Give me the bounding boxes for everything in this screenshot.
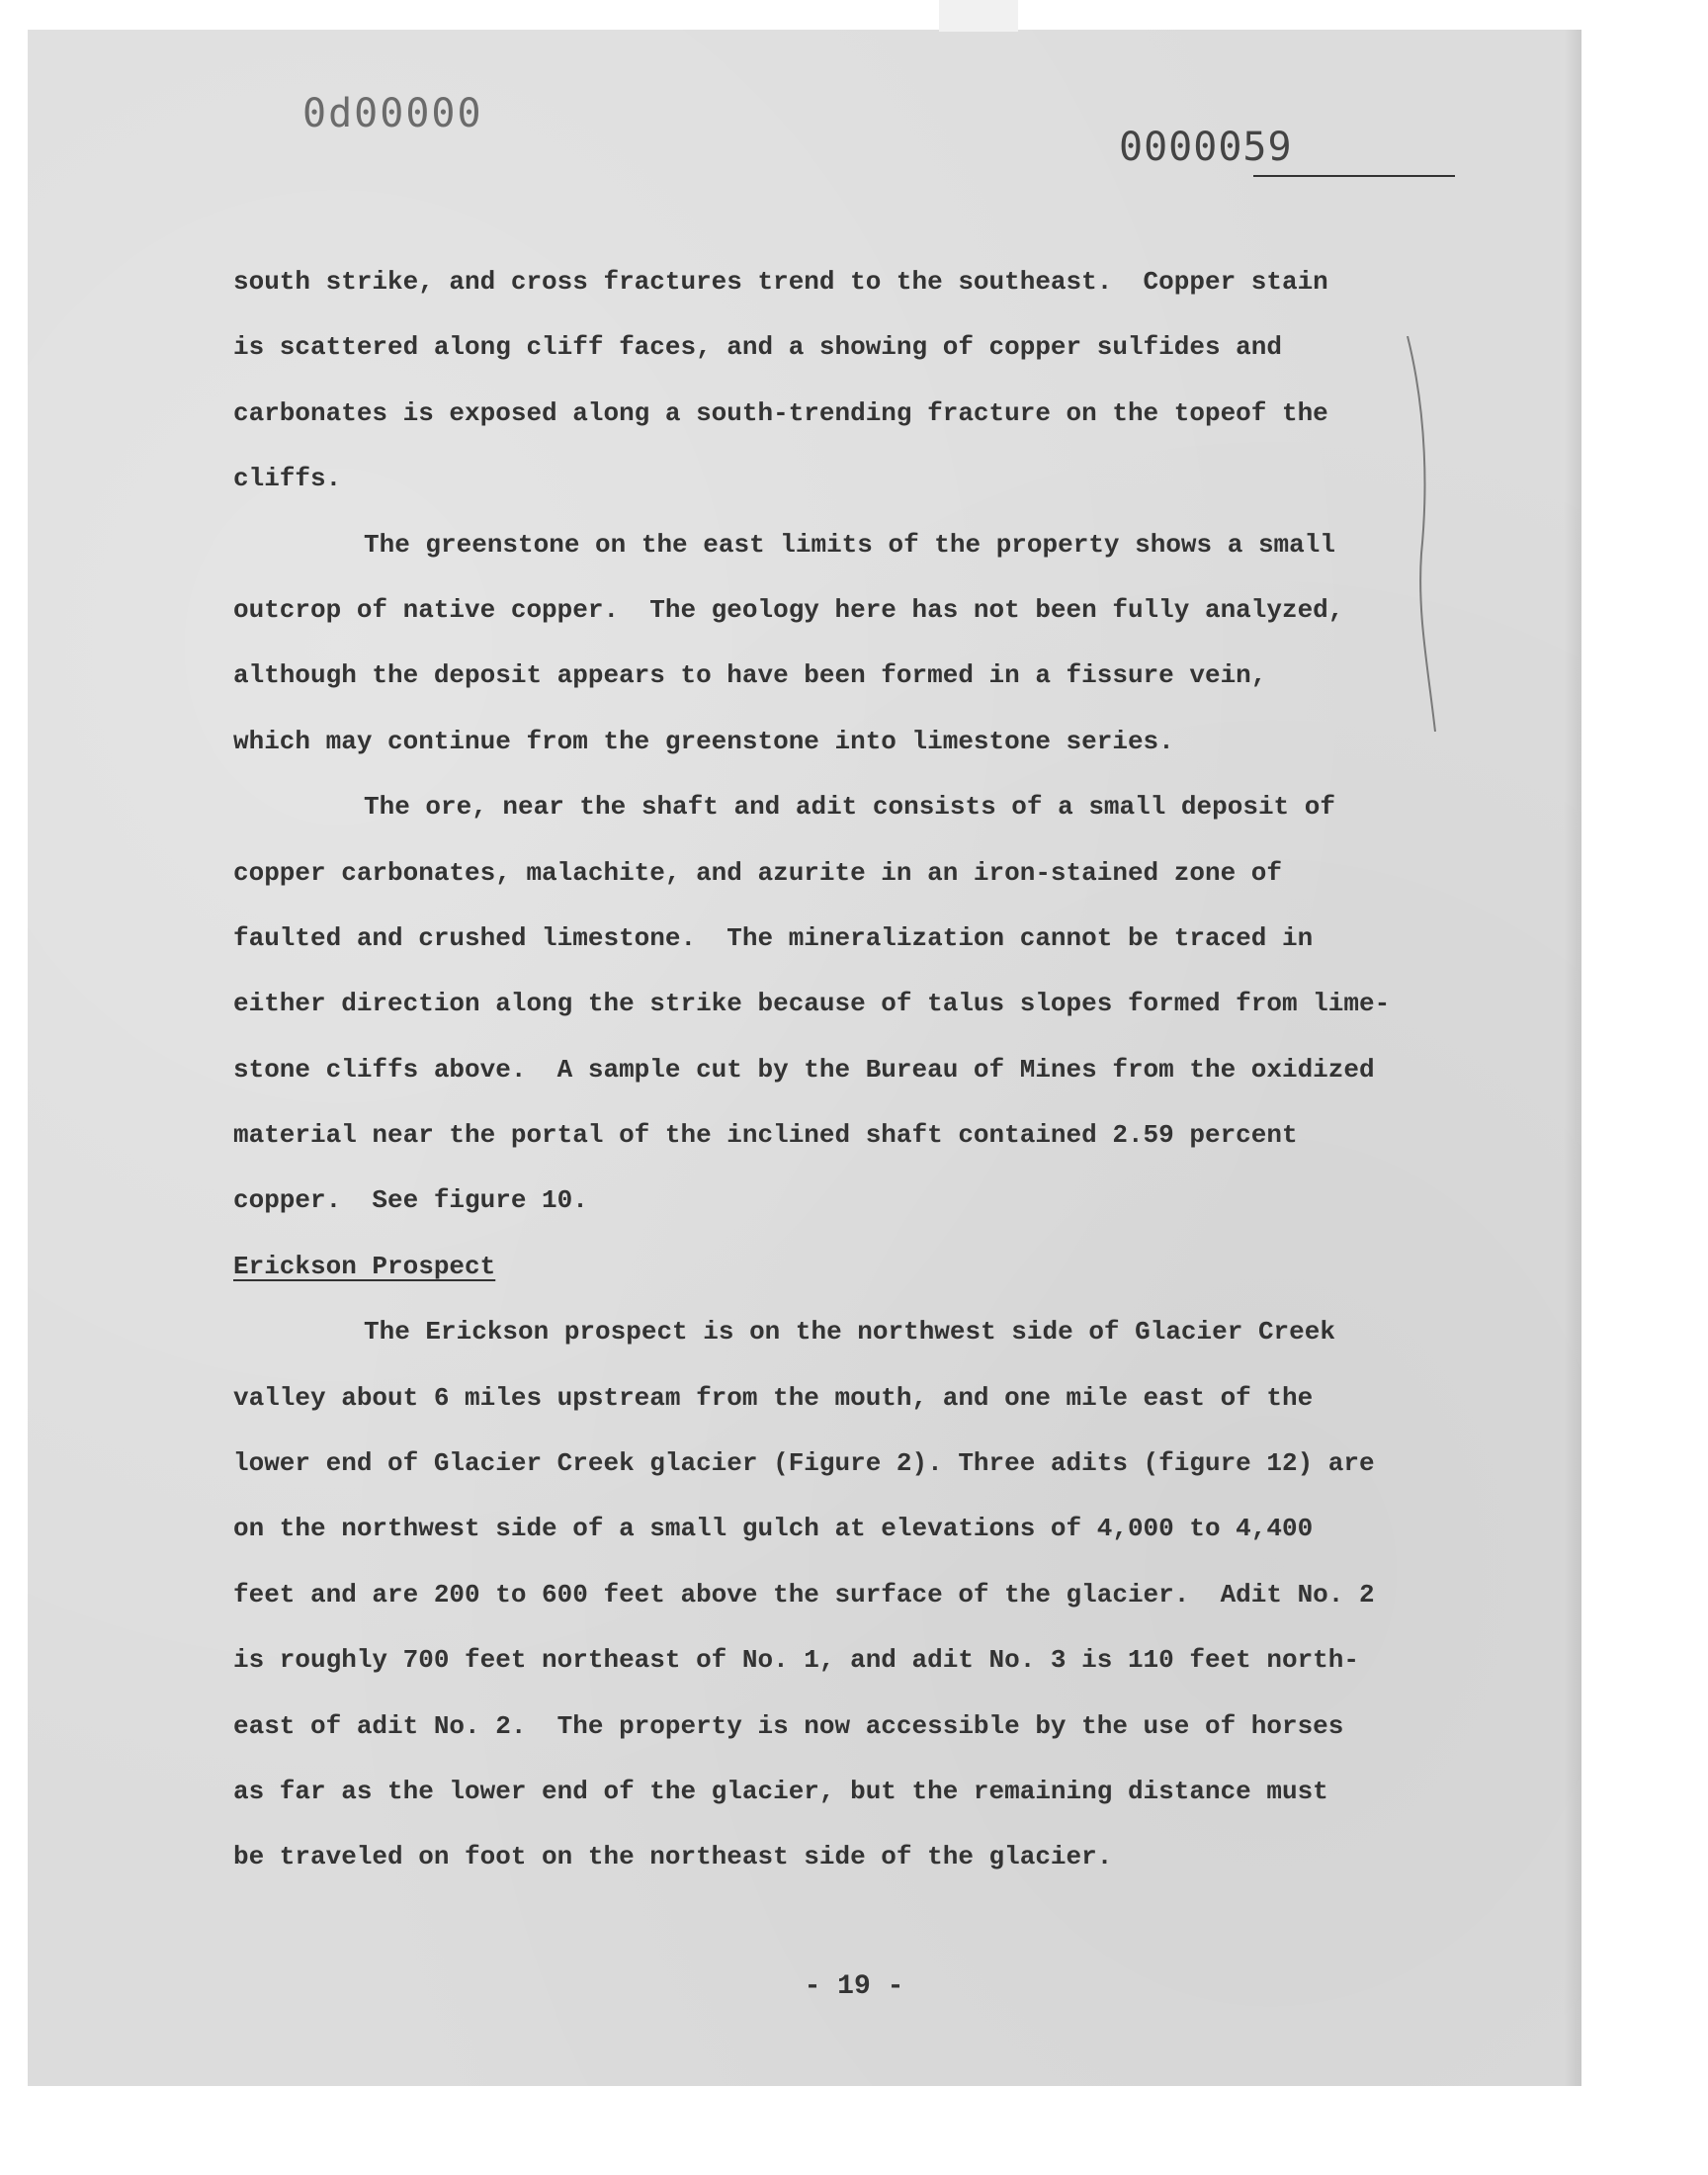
text-line: faulted and crushed limestone. The mineralization cannot be traced in (233, 922, 1314, 953)
text-line: The greenstone on the east limits of the property shows a small (364, 529, 1335, 560)
text-line: cliffs. (233, 464, 342, 494)
document-id-right: 0000059 (1119, 125, 1293, 170)
text-line: although the deposit appears to have been formed in a fissure vein, (233, 660, 1267, 691)
text-line: is roughly 700 feet northeast of No. 1, and adit No. 3 is 110 feet north- (233, 1645, 1359, 1676)
text-line: copper carbonates, malachite, and azurite in an iron-stained zone of (233, 857, 1282, 888)
section-heading: Erickson Prospect (233, 1251, 496, 1281)
document-id-left: 0d00000 (302, 91, 483, 136)
paragraph-2 (233, 512, 1489, 775)
text-line: be traveled on foot on the northeast side of the glacier. (233, 1842, 1113, 1872)
paragraph-3 (233, 774, 1489, 1234)
document-id-underline (1253, 175, 1455, 177)
page-number: - 19 - (804, 1971, 904, 2002)
text-line: south strike, and cross fractures trend to the southeast. Copper stain (233, 267, 1328, 297)
text-line: as far as the lower end of the glacier, but the remaining distance must (233, 1776, 1328, 1806)
text-line: on the northwest side of a small gulch at elevations of 4,000 to 4,400 (233, 1514, 1314, 1544)
document-body (233, 249, 1489, 1890)
paragraph-1 (233, 249, 1489, 512)
text-line: lower end of Glacier Creek glacier (Figure 2). Three adits (figure 12) are (233, 1448, 1375, 1479)
text-line: material near the portal of the inclined shaft contained 2.59 percent (233, 1120, 1298, 1151)
text-line: east of adit No. 2. The property is now accessible by the use of horses (233, 1710, 1344, 1741)
text-line: The Erickson prospect is on the northwest side of Glacier Creek (364, 1317, 1335, 1348)
text-line: The ore, near the shaft and adit consists of a small deposit of (364, 792, 1335, 823)
paper-tab (939, 0, 1018, 32)
text-line: carbonates is exposed along a south-trending fracture on the topeof the (233, 397, 1328, 428)
text-line: stone cliffs above. A sample cut by the Bureau of Mines from the oxidized (233, 1054, 1375, 1085)
text-line: valley about 6 miles upstream from the mouth, and one mile east of the (233, 1382, 1314, 1413)
text-line: copper. See figure 10. (233, 1185, 588, 1216)
text-line: which may continue from the greenstone into limestone series. (233, 726, 1174, 756)
margin-scan-artifact (1404, 336, 1443, 732)
text-line: is scattered along cliff faces, and a showing of copper sulfides and (233, 332, 1282, 363)
text-line: either direction along the strike because of talus slopes formed from lime- (233, 989, 1391, 1019)
page-edge-shadow (1564, 30, 1581, 2086)
paragraph-erickson (233, 1299, 1489, 1890)
text-line: feet and are 200 to 600 feet above the surface of the glacier. Adit No. 2 (233, 1579, 1375, 1610)
text-line: outcrop of native copper. The geology here has not been fully analyzed, (233, 594, 1344, 625)
